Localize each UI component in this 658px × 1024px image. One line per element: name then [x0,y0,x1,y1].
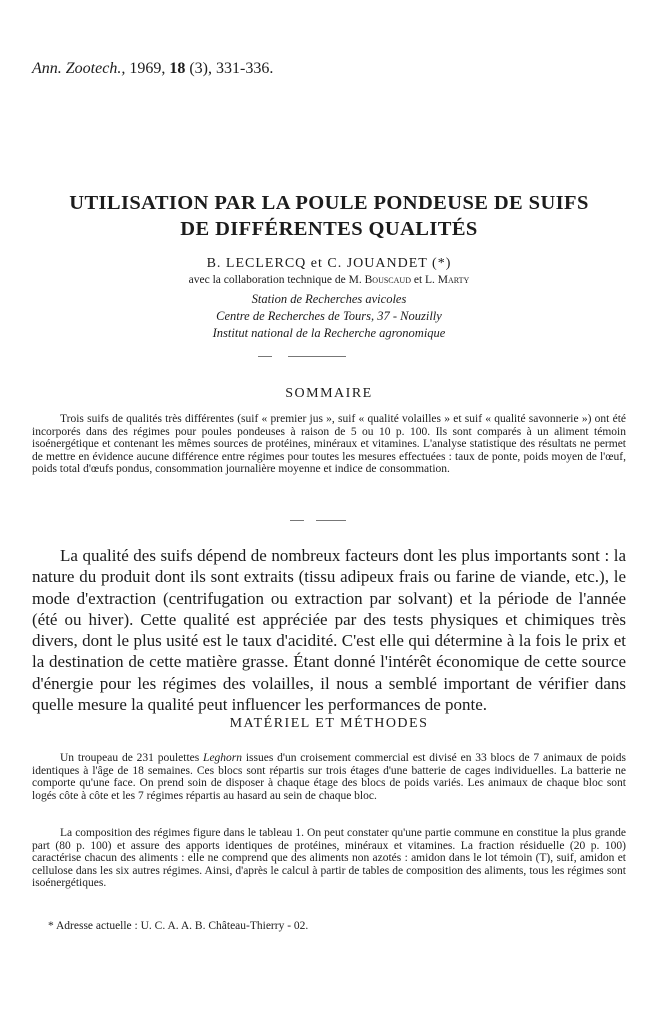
collaboration [0,274,658,286]
methods-heading: MATÉRIEL ET MÉTHODES [229,716,429,731]
citation [32,60,273,78]
divider-dash [290,520,304,521]
title-line-2: DE DIFFÉRENTES QUALITÉS [180,218,478,240]
authors: B. LECLERCQ et C. JOUANDET (*) [206,256,452,271]
summary-paragraph: Trois suifs de qualités très différentes (suif « premier jus », suif « qualité volailles » et suif « qualité savonnerie ») ont été incorporés dans des régimes pour poules pondeuses à raison de 5 ou 10 p. 100. Ils sont comparés à un aliment témoin isoénergétique et contenant les mêmes sources de protéines, minéraux et vitamines. L'analyse statistique des résultats ne permet de mettre en évidence aucune différence entre régimes pour toutes les mesures effectuées : taux de ponte, poids moyen de l'œuf, poids total d'œufs pondus, consommation journalière moyenne et indice de consommation. [32,413,626,476]
breed-name: Leghorn [203,752,243,764]
divider [316,520,346,521]
citation-year: 1969, [129,60,166,77]
collab-mid: et L. [413,274,435,286]
citation-issue-pages: (3), 331-336. [189,60,274,77]
methods-p1-end: issues d'un croisement commercial est divisé en 33 blocs de 7 animaux de poids identiques à l'âge de 18 semaines. Ces blocs sont répartis sur trois étages d'une batterie de cages individuelles. La batterie ne comporte qu'une face. On prend soin de disposer à chaque étage des blocs de poids variés. Les animaux de chaque bloc sont logés côte à côte et les 7 régimes répartis au hasard au sein de chaque bloc. [32,752,626,802]
paper-title [40,190,618,242]
affiliation-line-3: Institut national de la Recherche agronomique [212,326,446,340]
methods-paragraph-2: La composition des régimes figure dans le tableau 1. On peut constater qu'une partie commune en constitue la plus grande part (80 p. 100) et assure des apports identiques de protéines, minéraux et vitamines. La fraction résiduelle (20 p. 100) caractérise chacun des aliments : elle ne comprend que des aliments non azotés : amidon dans le lot témoin (T), suif, amidon et cellulose dans les six autres régimes. Ainsi, d'après le calcul à partir de tables de composition des aliments, tous les régimes sont isoénergétiques. [32,827,626,890]
divider [288,356,346,357]
divider-dash [258,356,272,357]
collab-name-1: Bouscaud [364,274,411,286]
citation-volume: 18 [169,60,186,77]
methods-p1-start: Un troupeau de 231 poulettes [60,752,204,764]
citation-journal: Ann. Zootech., [32,60,126,77]
collab-prefix: avec la collaboration technique de M. [188,274,362,286]
intro-paragraph: La qualité des suifs dépend de nombreux facteurs dont les plus importants sont : la nature du produit dont ils sont extraits (tissu adipeux frais ou farine de viande, etc.), le mode d'extraction (centrifugation ou extraction par solvant) et la période de l'année (été ou hiver). Cette qualité est appréciée par des tests physiques et chimiques très divers, dont le plus usité est le taux d'acidité. C'est elle qui détermine à la fois le prix et la destination de cette matière grasse. Étant donné l'intérêt économique de cette source d'énergie pour les régimes des volailles, il nous a semblé important de vérifier dans quelle mesure la qualité peut influencer les performances de ponte. [32,546,626,715]
title-line-1: UTILISATION PAR LA POULE PONDEUSE DE SUIFS [69,192,589,214]
methods-paragraph-1 [32,752,626,802]
affiliation-line-2: Centre de Recherches de Tours, 37 - Nouzilly [216,309,442,323]
collab-name-2: Marty [437,274,470,286]
affiliation-line-1: Station de Recherches avicoles [251,292,407,306]
footnote: * Adresse actuelle : U. C. A. A. B. Château-Thierry - 02. [48,920,309,932]
summary-heading: SOMMAIRE [285,386,373,401]
